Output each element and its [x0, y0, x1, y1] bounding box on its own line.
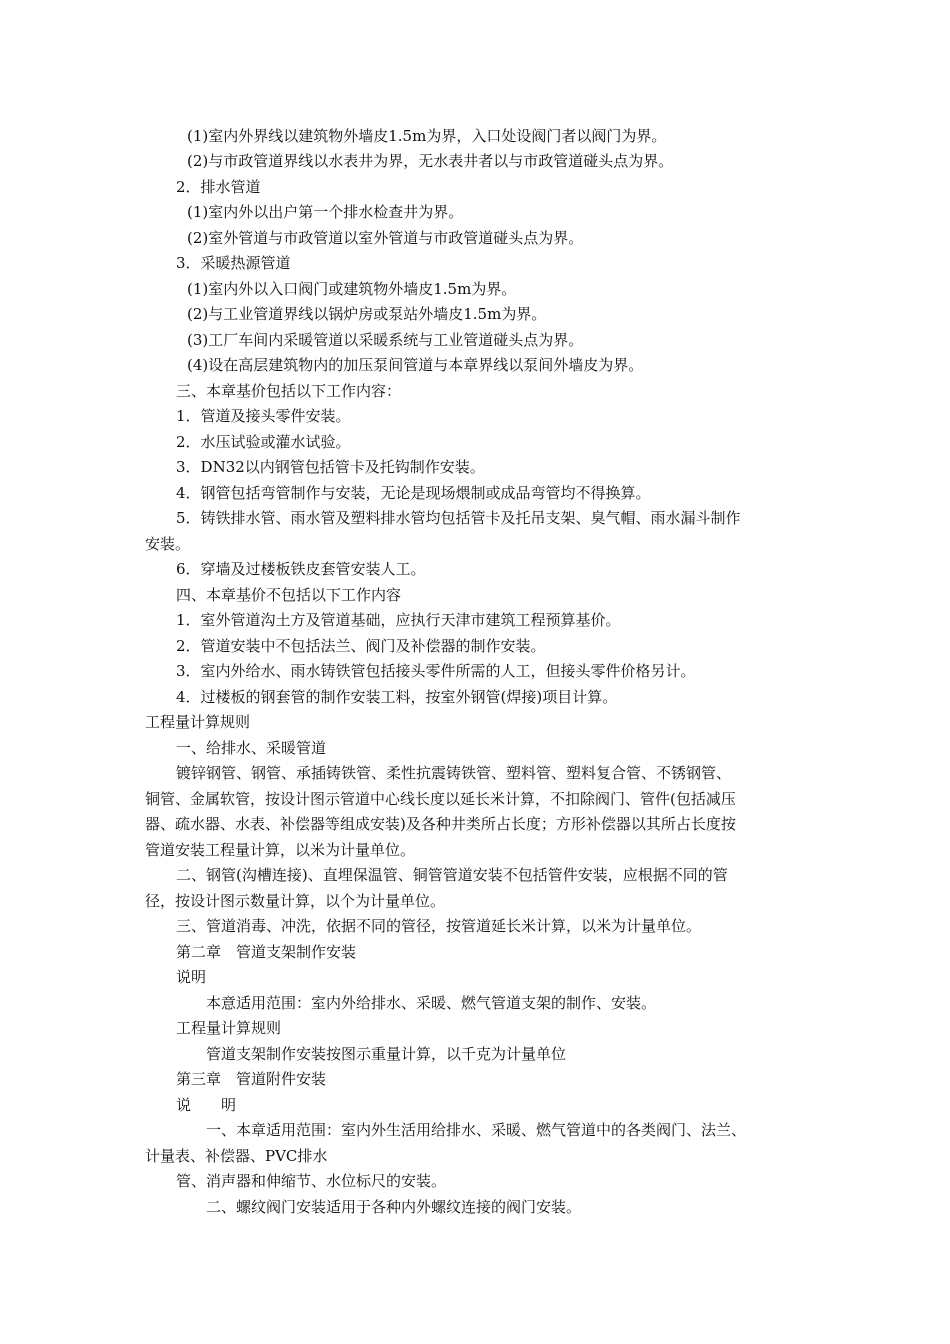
section-heading: 3．采暖热源管道: [176, 254, 291, 272]
text-line: 3．室内外给水、雨水铸铁管包括接头零件所需的人工，但接头零件价格另计。: [176, 662, 696, 680]
text-line: (2)与工业管道界线以锅炉房或泵站外墙皮1.5m为界。: [187, 305, 547, 323]
section-heading: 三、本章基价包括以下工作内容：: [176, 382, 402, 400]
text-line: 6．穿墙及过楼板铁皮套管安装人工。: [176, 560, 426, 578]
text-line: 3．DN32以内钢管包括管卡及托钩制作安装。: [176, 458, 485, 476]
section-heading: 说明: [176, 968, 207, 986]
text-line: (1)室内外以入口阀门或建筑物外墙皮1.5m为界。: [187, 280, 517, 298]
text-line: 安装。: [145, 535, 191, 553]
section-heading: 四、本章基价不包括以下工作内容: [176, 586, 402, 604]
text-line: (1)室内外界线以建筑物外墙皮1.5m为界，入口处设阀门者以阀门为界。: [187, 127, 667, 145]
text-line: (1)室内外以出户第一个排水检查井为界。: [187, 203, 464, 221]
text-line: 三、管道消毒、冲洗，依据不同的管径，按管道延长米计算，以米为计量单位。: [176, 917, 702, 935]
text-line: 镀锌钢管、钢管、承插铸铁管、柔性抗震铸铁管、塑料管、塑料复合管、不锈钢管、: [176, 764, 732, 782]
section-heading: 2．排水管道: [176, 178, 261, 196]
text-line: 铜管、金属软管，按设计图示管道中心线长度以延长米计算，不扣除阀门、管件(包括减压: [145, 790, 736, 808]
text-line: 计量表、补偿器、PVC排水: [145, 1147, 328, 1165]
text-line: (2)室外管道与市政管道以室外管道与市政管道碰头点为界。: [187, 229, 584, 247]
text-line: 1．管道及接头零件安装。: [176, 407, 351, 425]
text-line: 5．铸铁排水管、雨水管及塑料排水管均包括管卡及托吊支架、臭气帽、雨水漏斗制作: [176, 509, 741, 527]
section-heading: 工程量计算规则: [176, 1019, 282, 1037]
section-heading: 一、给排水、采暖管道: [176, 739, 327, 757]
text-line: 一、本章适用范围：室内外生活用给排水、采暖、燃气管道中的各类阀门、法兰、: [206, 1121, 747, 1139]
text-line: (3)工厂车间内采暖管道以采暖系统与工业管道碰头点为界。: [187, 331, 584, 349]
text-line: 本意适用范围：室内外给排水、采暖、燃气管道支架的制作、安装。: [206, 994, 657, 1012]
text-line: (2)与市政管道界线以水表井为界，无水表井者以与市政管道碰头点为界。: [187, 152, 674, 170]
text-line: 器、疏水器、水表、补偿器等组成安装)及各种井类所占长度；方形补偿器以其所占长度按: [145, 815, 736, 833]
section-heading: 说 明: [176, 1096, 237, 1114]
text-line: 径，按设计图示数量计算，以个为计量单位。: [145, 892, 446, 910]
text-line: 1．室外管道沟土方及管道基础，应执行天津市建筑工程预算基价。: [176, 611, 621, 629]
text-line: 4．过楼板的钢套管的制作安装工料，按室外钢管(焊接)项目计算。: [176, 688, 618, 706]
text-line: 4．钢管包括弯管制作与安装，无论是现场煨制或成品弯管均不得换算。: [176, 484, 651, 502]
chapter-heading: 第二章 管道支架制作安装: [176, 943, 357, 961]
text-line: 二、螺纹阀门安装适用于各种内外螺纹连接的阀门安装。: [206, 1198, 582, 1216]
text-line: (4)设在高层建筑物内的加压泵间管道与本章界线以泵间外墙皮为界。: [187, 356, 644, 374]
chapter-heading: 第三章 管道附件安装: [176, 1070, 327, 1088]
text-line: 2．水压试验或灌水试验。: [176, 433, 351, 451]
text-line: 管道安装工程量计算，以米为计量单位。: [145, 841, 416, 859]
text-line: 管、消声器和伸缩节、水位标尺的安装。: [176, 1172, 447, 1190]
section-heading: 工程量计算规则: [145, 713, 251, 731]
text-line: 2．管道安装中不包括法兰、阀门及补偿器的制作安装。: [176, 637, 546, 655]
text-line: 二、钢管(沟槽连接)、直埋保温管、铜管管道安装不包括管件安装，应根据不同的管: [176, 866, 728, 884]
text-line: 管道支架制作安装按图示重量计算，以千克为计量单位: [206, 1045, 567, 1063]
